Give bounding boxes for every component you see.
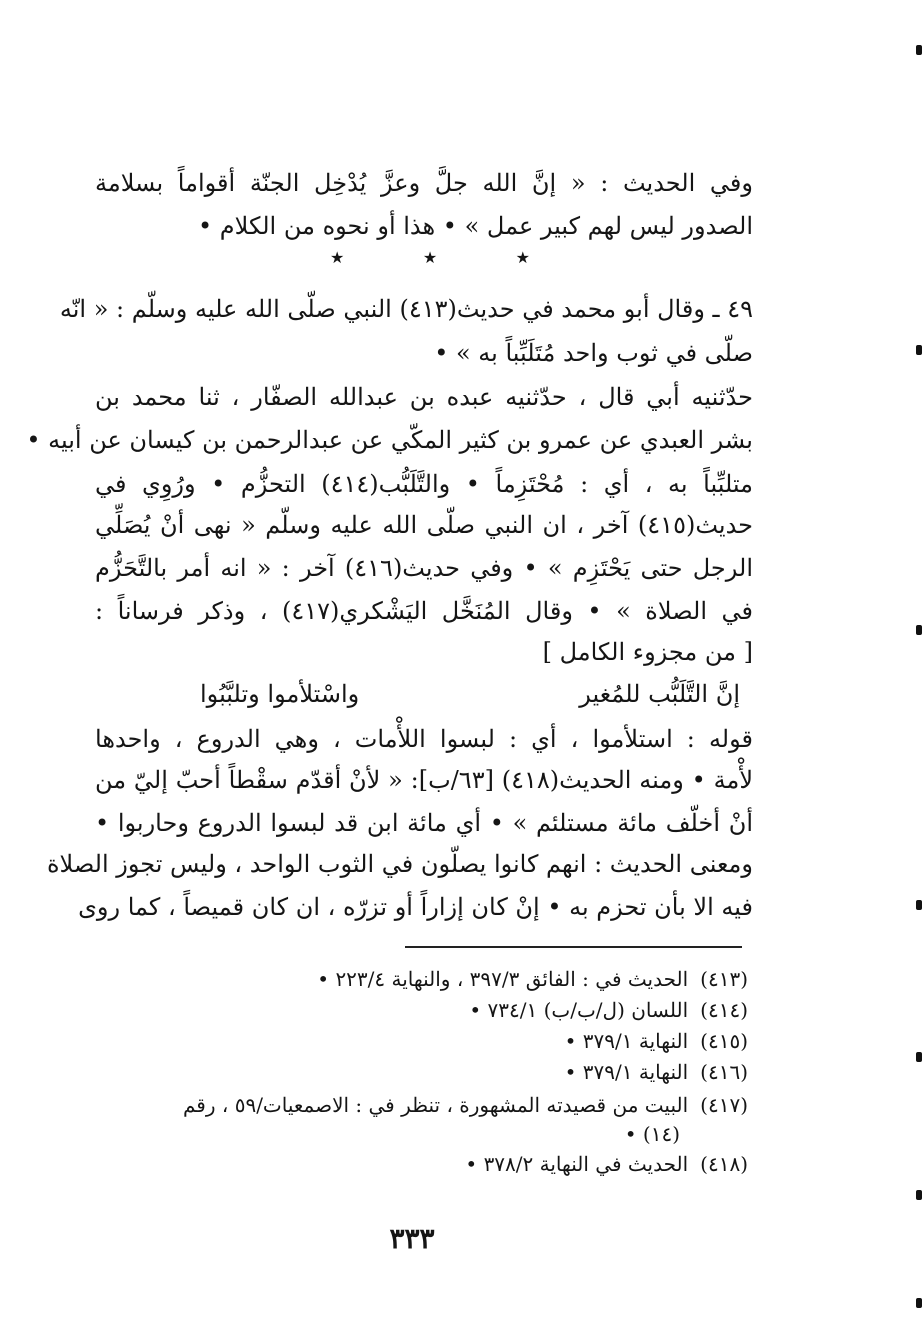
footnote-divider	[405, 946, 742, 948]
footnote-text: الحديث في النهاية ٣٧٨/٢ •	[465, 1152, 689, 1176]
page-number: ٣٣٣	[389, 1222, 435, 1255]
footnote-text: الحديث في : الفائق ٣٩٧/٣ ، والنهاية ٢٢٣/٤ •	[317, 967, 689, 991]
body-line: ٤٩ ـ وقال أبو محمد في حديث(٤١٣) النبي صلّى الله عليه وسلّم : « انّه	[59, 295, 753, 323]
footnote	[90, 1151, 748, 1179]
footnote-number: (٤١٧)	[700, 1093, 748, 1117]
body-line: حدّثنيه أبي قال ، حدّثنيه عبده بن عبدالله الصفّار ، ثنا محمد بن	[95, 383, 753, 411]
body-line: لأْمة • ومنه الحديث(٤١٨) [٦٣/ب]: « لأنْ أقدّم سقْطاً أحبّ إليّ من	[95, 766, 754, 794]
body-line: صلّى في ثوب واحد مُتَلَبِّباً به » •	[434, 339, 753, 367]
footnote-number: (٤١٥)	[700, 1029, 748, 1053]
meter-note: [ من مجزوء الكامل ]	[542, 638, 753, 666]
verse-hemistich: إنَّ التَّلَبُّب للمُغير	[579, 680, 740, 708]
edge-mark	[916, 345, 922, 355]
body-line: فيه الا بأن تحزم به • إنْ كان إزاراً أو تزرّه ، ان كان قميصاً ، كما روى	[78, 893, 753, 921]
footnote	[90, 1059, 748, 1087]
body-line: في الصلاة » • وقال المُنَخَّل اليَشْكري(٤١٧) ، وذكر فرساناً :	[95, 597, 753, 625]
edge-mark	[916, 900, 922, 910]
body-line: أنْ أخلّف مائة مستلئم » • أي مائة ابن قد لبسوا الدروع وحاربوا •	[95, 809, 753, 837]
footnote-text: النهاية ٣٧٩/١ •	[564, 1029, 689, 1053]
footnote	[90, 1092, 748, 1120]
footnote-number: (٤١٨)	[700, 1152, 748, 1176]
footnote-text: النهاية ٣٧٩/١ •	[564, 1060, 689, 1084]
footnote-number: (٤١٣)	[700, 967, 748, 991]
body-line: الرجل حتى يَحْتَزِم » • وفي حديث(٤١٦) آخر : « انه أمر بالتَّحَزُّم	[95, 554, 753, 582]
edge-mark	[916, 1298, 922, 1308]
body-line: الصدور ليس لهم كبير عمل » • هذا أو نحوه من الكلام •	[198, 212, 753, 240]
footnote-text: اللسان (ل/ب/ب) ٧٣٤/١ •	[469, 998, 689, 1022]
body-line: ومعنى الحديث : انهم كانوا يصلّون في الثوب الواحد ، وليس تجوز الصلاة	[46, 850, 753, 878]
star-icon: ★	[330, 248, 345, 267]
body-line: قوله : استلأموا ، أي : لبسوا اللأْمات ، وهي الدروع ، واحدها	[95, 725, 753, 753]
edge-mark	[916, 1052, 922, 1062]
edge-mark	[916, 625, 922, 635]
edge-mark	[916, 45, 922, 55]
body-line: وفي الحديث : « إنَّ الله جلَّ وعزَّ يُدْخِل الجنّة أقواماً بسلامة	[95, 169, 753, 197]
section-separator	[330, 248, 530, 272]
star-icon: ★	[422, 248, 438, 267]
footnote-number: (٤١٦)	[700, 1060, 748, 1084]
star-icon: ★	[515, 248, 530, 267]
footnote-continuation	[380, 1121, 680, 1149]
poetry-verse	[200, 678, 740, 710]
body-line: بشر العبدي عن عمرو بن كثير المكّي عن عبدالرحمن بن كيسان عن أبيه •	[26, 426, 753, 454]
body-line: متلبِّباً به ، أي : مُحْتَزِماً • والتَّلَبُّب(٤١٤) التحزُّم • ورُوِي في	[95, 470, 753, 498]
verse-hemistich: واسْتلأموا وتلبَّبُوا	[200, 680, 360, 708]
edge-mark	[916, 1190, 922, 1200]
footnote-number: (٤١٤)	[700, 998, 748, 1022]
footnote	[90, 966, 748, 994]
footnote	[90, 997, 748, 1025]
footnote-text: البيت من قصيدته المشهورة ، تنظر في : الاصمعيات/٥٩ ، رقم	[183, 1093, 689, 1117]
footnote-text: (١٤) •	[624, 1122, 680, 1146]
footnote	[90, 1028, 748, 1056]
body-line: حديث(٤١٥) آخر ، ان النبي صلّى الله عليه وسلّم « نهى أنْ يُصَلِّي	[95, 511, 753, 539]
